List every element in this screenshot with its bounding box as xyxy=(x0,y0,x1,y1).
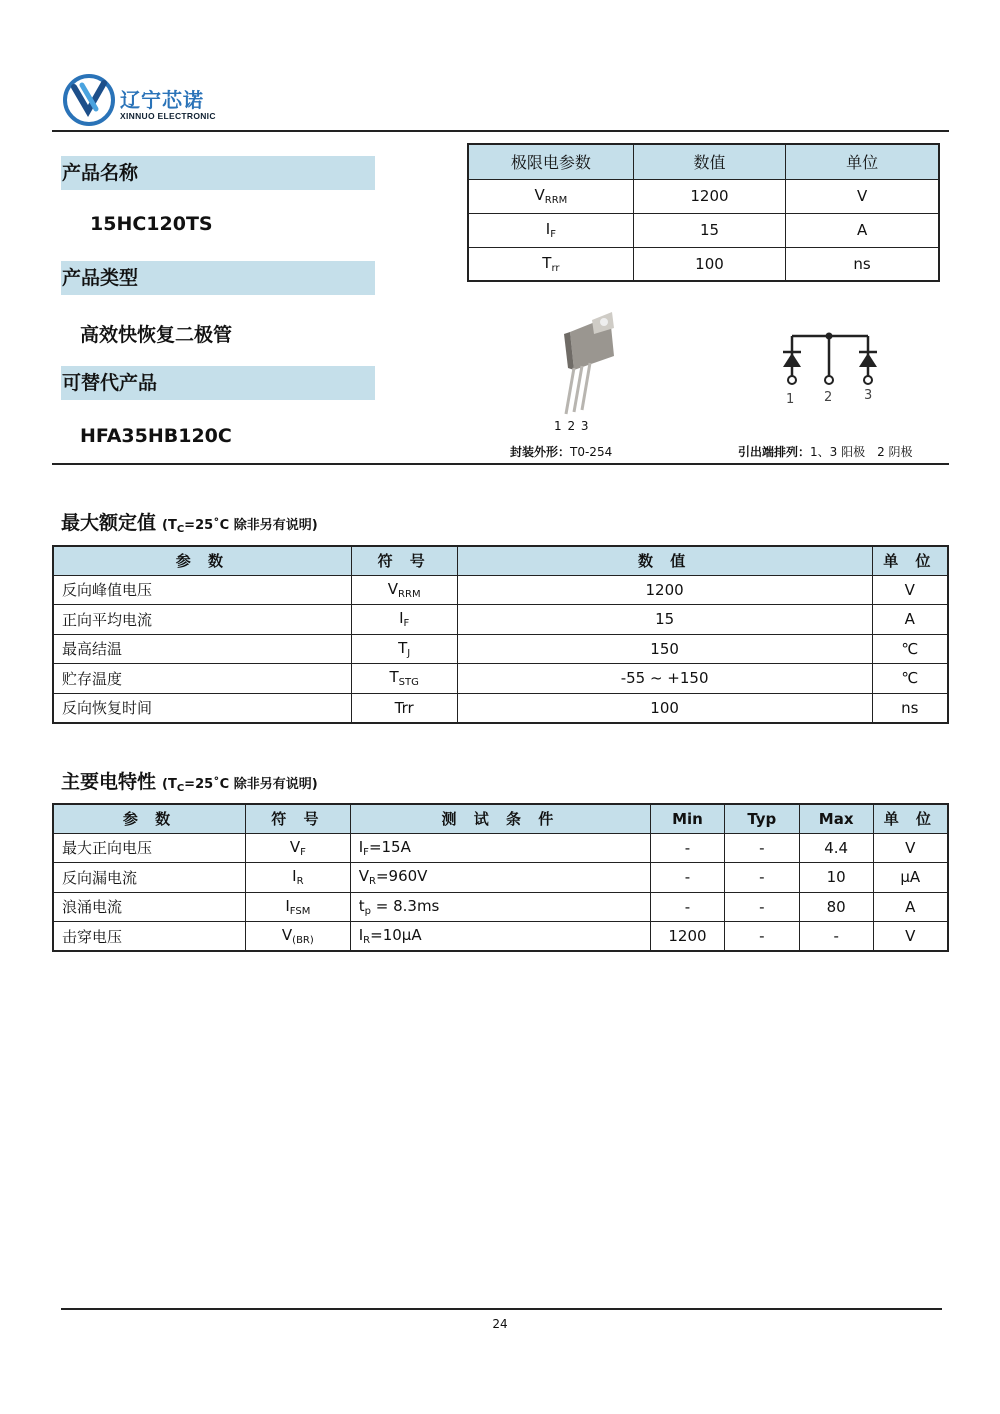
symbol-cell: $V_{RRM}$ xyxy=(468,179,633,213)
product-type-value: 高效快恢复二极管 xyxy=(80,324,233,346)
unit-cell: ns xyxy=(872,693,948,723)
table-row xyxy=(53,922,948,952)
pinout-caption: 引出端排列：1、3 阳极 2 阴极 xyxy=(738,445,913,459)
table-header-row xyxy=(53,804,948,833)
symbol-cell: $T_{STG}$ xyxy=(351,664,457,694)
unit-cell: ℃ xyxy=(872,634,948,664)
column-header: 符 号 xyxy=(351,546,457,575)
package-pin-numbers: 1 2 3 xyxy=(554,419,590,433)
table-row xyxy=(53,575,948,605)
product-type-label: 产品类型 xyxy=(61,261,375,295)
value-cell: 150 xyxy=(457,634,872,664)
table-row xyxy=(53,664,948,694)
param-cell: 反向峰值电压 xyxy=(53,575,351,605)
unit-cell: ns xyxy=(786,247,939,281)
product-name-label: 产品名称 xyxy=(61,156,375,190)
column-header: Max xyxy=(799,804,873,833)
value-cell: 1200 xyxy=(457,575,872,605)
table-row xyxy=(53,693,948,723)
symbol-cell: $I_R$ xyxy=(245,863,350,893)
param-cell: 反向漏电流 xyxy=(53,863,245,893)
symbol-cell: $V_F$ xyxy=(245,833,350,863)
symbol-cell: $T_J$ xyxy=(351,634,457,664)
symbol-cell: $V_{(BR)}$ xyxy=(245,922,350,952)
symbol-cell: $I_F$ xyxy=(468,213,633,247)
condition-cell: $I_R=10\mu A$ xyxy=(350,922,650,952)
schematic-pin-label: 2 xyxy=(824,390,833,405)
param-cell: 正向平均电流 xyxy=(53,605,351,635)
condition-cell: $V_R=960V$ xyxy=(350,863,650,893)
table-row xyxy=(53,634,948,664)
table-row xyxy=(468,213,939,247)
param-cell: 最高结温 xyxy=(53,634,351,664)
section-rule xyxy=(52,463,949,465)
unit-cell: ℃ xyxy=(872,664,948,694)
company-logo xyxy=(62,72,262,128)
column-header: 符 号 xyxy=(245,804,350,833)
min-cell: - xyxy=(651,863,725,893)
column-header: 参 数 xyxy=(53,546,351,575)
package-caption: 封装外形：T0-254 xyxy=(510,445,613,459)
symbol-cell: $V_{RRM}$ xyxy=(351,575,457,605)
column-header: 数 值 xyxy=(457,546,872,575)
max-cell: 4.4 xyxy=(799,833,873,863)
column-header: 单 位 xyxy=(873,804,948,833)
param-cell: 贮存温度 xyxy=(53,664,351,694)
min-cell: 1200 xyxy=(651,922,725,952)
condition-cell: $I_F=15A$ xyxy=(350,833,650,863)
electrical-table xyxy=(52,803,949,952)
value-cell: 100 xyxy=(457,693,872,723)
column-header: Min xyxy=(651,804,725,833)
unit-cell: V xyxy=(872,575,948,605)
value-cell: 15 xyxy=(633,213,785,247)
column-header: 测 试 条 件 xyxy=(350,804,650,833)
table-header-row xyxy=(53,546,948,575)
typ-cell: - xyxy=(724,833,799,863)
unit-cell: V xyxy=(873,922,948,952)
table-row xyxy=(53,892,948,922)
package-image xyxy=(552,310,632,420)
max-ratings-title: 最大额定值 ($T_C=25˚C$ 除非另有说明) xyxy=(61,512,318,535)
table-row xyxy=(53,605,948,635)
product-name-value: 15HC120TS xyxy=(90,213,213,235)
max-cell: - xyxy=(799,922,873,952)
column-header: 极限电参数 xyxy=(468,144,633,179)
symbol-cell: $T_{rr}$ xyxy=(468,247,633,281)
param-cell: 击穿电压 xyxy=(53,922,245,952)
alternative-product-label: 可替代产品 xyxy=(61,366,375,400)
company-name-en: XINNUO ELECTRONIC xyxy=(120,111,216,121)
symbol-cell: $I_F$ xyxy=(351,605,457,635)
max-cell: 10 xyxy=(799,863,873,893)
value-cell: 100 xyxy=(633,247,785,281)
column-header: Typ xyxy=(724,804,799,833)
value-cell: -55 ~ +150 xyxy=(457,664,872,694)
min-cell: - xyxy=(651,833,725,863)
typ-cell: - xyxy=(724,922,799,952)
schematic-pin-label: 3 xyxy=(864,388,873,403)
column-header: 单位 xyxy=(786,144,939,179)
column-header: 数值 xyxy=(633,144,785,179)
unit-cell: A xyxy=(873,892,948,922)
table-row xyxy=(468,179,939,213)
electrical-title: 主要电特性 ($T_C=25˚C$ 除非另有说明) xyxy=(61,771,318,794)
unit-cell: V xyxy=(786,179,939,213)
table-row xyxy=(468,247,939,281)
table-row xyxy=(53,863,948,893)
alternative-product-value: HFA35HB120C xyxy=(80,425,232,447)
company-name-cn: 辽宁芯诺 xyxy=(120,88,204,112)
table-header-row xyxy=(468,144,939,179)
unit-cell: A xyxy=(872,605,948,635)
min-cell: - xyxy=(651,892,725,922)
column-header: 参 数 xyxy=(53,804,245,833)
condition-cell: $t_p = 8.3ms$ xyxy=(350,892,650,922)
column-header: 单 位 xyxy=(872,546,948,575)
value-cell: 1200 xyxy=(633,179,785,213)
header-rule xyxy=(52,130,949,132)
param-cell: 浪涌电流 xyxy=(53,892,245,922)
unit-cell: μA xyxy=(873,863,948,893)
max-ratings-table xyxy=(52,545,949,724)
param-cell: 最大正向电压 xyxy=(53,833,245,863)
symbol-cell: Trr xyxy=(351,693,457,723)
schematic-pin-label: 1 xyxy=(786,392,795,407)
limit-parameter-table xyxy=(467,143,940,282)
table-row xyxy=(53,833,948,863)
max-cell: 80 xyxy=(799,892,873,922)
unit-cell: V xyxy=(873,833,948,863)
symbol-cell: $I_{FSM}$ xyxy=(245,892,350,922)
param-cell: 反向恢复时间 xyxy=(53,693,351,723)
unit-cell: A xyxy=(786,213,939,247)
footer-rule xyxy=(61,1308,942,1310)
typ-cell: - xyxy=(724,892,799,922)
value-cell: 15 xyxy=(457,605,872,635)
xinnuo-logo-icon xyxy=(62,73,116,127)
typ-cell: - xyxy=(724,863,799,893)
page-number: 24 xyxy=(492,1317,508,1331)
